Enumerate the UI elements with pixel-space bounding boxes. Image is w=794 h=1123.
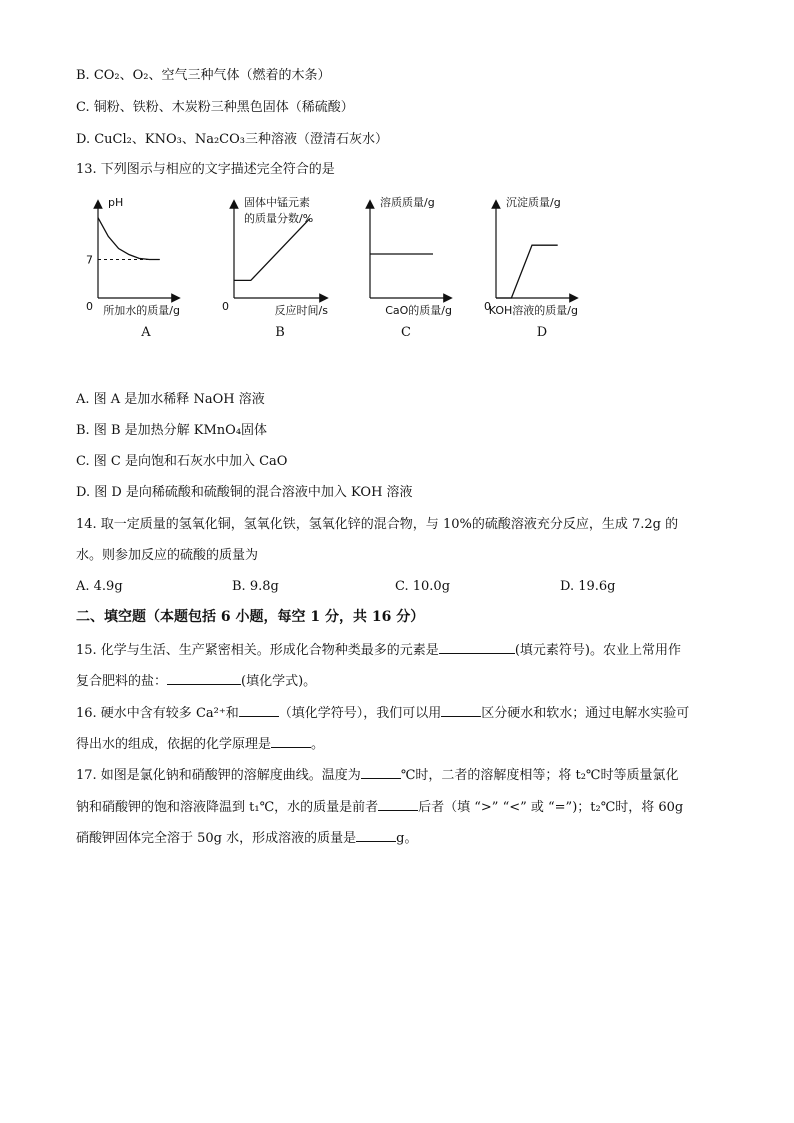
q13-charts-svg bbox=[76, 190, 636, 350]
q17-text-3b: g。 bbox=[396, 831, 418, 846]
chart-d-caption: D bbox=[536, 325, 548, 340]
q16-text-1b: （填化学符号），我们可以用 bbox=[278, 706, 442, 721]
q14-option-a: A. 4.9g bbox=[76, 579, 123, 594]
chart-b-caption: B bbox=[275, 325, 285, 340]
option-c-prev: C. 铜粉、铁粉、木炭粉三种黑色固体（稀硫酸） bbox=[76, 100, 354, 115]
q13-charts bbox=[76, 190, 636, 350]
chart-b-x-label: 反应时间/s bbox=[274, 304, 328, 317]
chart-d-y-label: 沉淀质量/g bbox=[506, 196, 561, 209]
chart-a-y-label: pH bbox=[108, 196, 124, 209]
option-b-prev: B. CO₂、O₂、空气三种气体（燃着的木条） bbox=[76, 68, 331, 83]
chart-d-x-label: KOH溶液的质量/g bbox=[488, 304, 578, 317]
chart-c-caption: C bbox=[401, 325, 411, 340]
q13-option-a: A. 图 A 是加水稀释 NaOH 溶液 bbox=[76, 392, 265, 407]
chart-d-series-line bbox=[496, 245, 558, 298]
q14-option-b: B. 9.8g bbox=[232, 579, 279, 594]
question-14-line-1: 14. 取一定质量的氢氧化铜，氢氧化铁，氢氧化锌的混合物，与 10%的硫酸溶液充分反应，生成 7.2g 的 bbox=[76, 517, 679, 532]
chart-b-y-label-line-2: 的质量分数/% bbox=[244, 212, 314, 225]
q17-blank-1[interactable] bbox=[361, 765, 401, 779]
question-14-line-2: 水。则参加反应的硫酸的质量为 bbox=[76, 548, 259, 563]
q16-blank-1[interactable] bbox=[239, 703, 279, 717]
q17-blank-3[interactable] bbox=[356, 828, 396, 842]
q13-option-c: C. 图 C 是向饱和石灰水中加入 CaO bbox=[76, 454, 288, 469]
chart-a-origin-label: 0 bbox=[86, 300, 93, 313]
q14-option-d: D. 19.6g bbox=[560, 579, 616, 594]
q14-option-c: C. 10.0g bbox=[395, 579, 451, 594]
chart-a-series-line bbox=[98, 218, 160, 260]
chart-a-y-ref-label: 7 bbox=[86, 253, 93, 267]
q15-text-1b: (填元素符号)。农业上常用作 bbox=[514, 643, 681, 658]
q16-text-1a: 16. 硬水中含有较多 Ca²⁺和 bbox=[76, 706, 239, 721]
question-13-stem: 13. 下列图示与相应的文字描述完全符合的是 bbox=[76, 162, 335, 177]
question-15-line-2 bbox=[76, 671, 316, 691]
q16-text-2a: 得出水的组成，依据的化学原理是 bbox=[76, 737, 272, 752]
q15-blank-1[interactable] bbox=[439, 640, 515, 654]
q13-option-d: D. 图 D 是向稀硫酸和硫酸铜的混合溶液中加入 KOH 溶液 bbox=[76, 485, 413, 500]
chart-a-x-label: 所加水的质量/g bbox=[103, 304, 180, 317]
question-16-line-1 bbox=[76, 703, 689, 723]
option-d-prev: D. CuCl₂、KNO₃、Na₂CO₃三种溶液（澄清石灰水） bbox=[76, 132, 388, 147]
q16-blank-3[interactable] bbox=[271, 734, 311, 748]
chart-b-origin-label: 0 bbox=[222, 300, 229, 313]
q17-blank-2[interactable] bbox=[378, 797, 418, 811]
q15-text-2b: (填化学式)。 bbox=[241, 674, 317, 689]
q17-text-2b: 后者（填 “>” “<” 或 “=”)；t₂℃时，将 60g bbox=[418, 800, 684, 815]
section-2-title: 二、填空题（本题包括 6 小题，每空 1 分，共 16 分） bbox=[76, 609, 425, 625]
q17-text-1b: ℃时，二者的溶解度相等；将 t₂℃时等质量氯化 bbox=[400, 768, 679, 783]
question-16-line-2 bbox=[76, 734, 324, 754]
question-17-line-1 bbox=[76, 765, 678, 785]
q13-option-b: B. 图 B 是加热分解 KMnO₄固体 bbox=[76, 423, 268, 438]
question-15-line-1 bbox=[76, 640, 681, 660]
q15-text-1a: 15. 化学与生活、生产紧密相关。形成化合物种类最多的元素是 bbox=[76, 643, 439, 658]
q17-text-1a: 17. 如图是氯化钠和硝酸钾的溶解度曲线。温度为 bbox=[76, 768, 361, 783]
chart-c-y-label: 溶质质量/g bbox=[380, 196, 435, 209]
chart-b-y-label-line-1: 固体中锰元素 bbox=[244, 196, 310, 209]
q15-blank-2[interactable] bbox=[167, 671, 241, 685]
chart-d-origin-label: 0 bbox=[484, 300, 491, 313]
question-17-line-2 bbox=[76, 797, 683, 817]
q17-text-3a: 硝酸钾固体完全溶于 50g 水，形成溶液的质量是 bbox=[76, 831, 357, 846]
question-17-line-3 bbox=[76, 828, 417, 848]
chart-b-series-line bbox=[234, 219, 310, 281]
chart-a-caption: A bbox=[141, 325, 151, 340]
q16-blank-2[interactable] bbox=[441, 703, 481, 717]
q17-text-2a: 钠和硝酸钾的饱和溶液降温到 t₁℃，水的质量是前者 bbox=[76, 800, 379, 815]
q16-text-1c: 区分硬水和软水；通过电解水实验可 bbox=[481, 706, 690, 721]
q15-text-2a: 复合肥料的盐： bbox=[76, 674, 168, 689]
q16-text-2b: 。 bbox=[311, 737, 325, 752]
chart-c-x-label: CaO的质量/g bbox=[385, 304, 452, 317]
